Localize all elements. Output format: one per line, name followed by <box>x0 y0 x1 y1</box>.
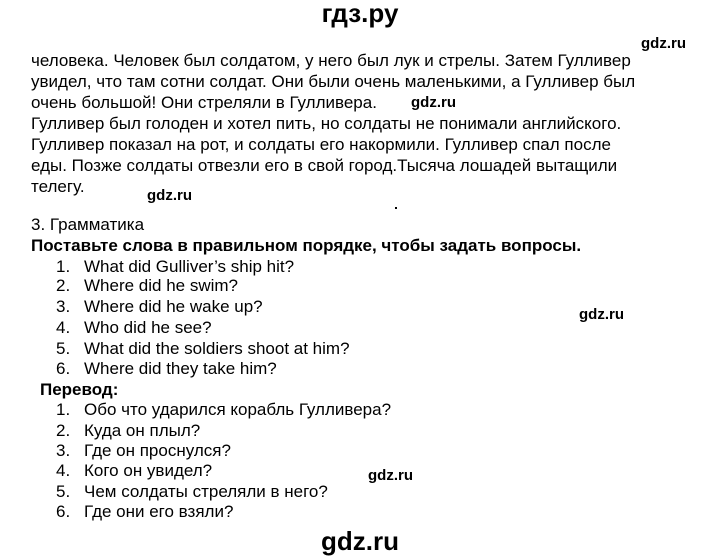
watermark: gdz.ru <box>147 187 192 204</box>
translation-number: 2. <box>56 421 71 440</box>
stray-dot <box>395 207 397 209</box>
translation-text: Куда он плыл? <box>84 421 201 440</box>
question-text: Where did they take him? <box>84 359 277 378</box>
story-line: человека. Человек был солдатом, у него был лук и стрелы. Затем Гулливер <box>31 51 631 70</box>
translation-text: Где они его взяли? <box>84 502 234 521</box>
translation-number: 3. <box>56 441 71 460</box>
story-line: телегу. <box>31 177 85 196</box>
story-line: Гулливер показал на рот, и солдаты его накормили. Гулливер спал после <box>31 135 611 154</box>
story-line: Гулливер был голоден и хотел пить, но солдаты не понимали английского. <box>31 114 622 133</box>
question-text: What did Gulliver’s ship hit? <box>84 257 295 276</box>
translation-number: 1. <box>56 400 71 419</box>
question-text: What did the soldiers shoot at him? <box>84 339 350 358</box>
site-header-title: гдз.ру <box>321 0 399 28</box>
site-footer-text: gdz.ru <box>321 526 399 556</box>
question-text: Where did he swim? <box>84 276 239 295</box>
translation-number: 6. <box>56 502 71 521</box>
story-line: очень большой! Они стреляли в Гулливера. <box>31 93 377 112</box>
translation-heading: Перевод: <box>40 380 119 399</box>
translation-number: 5. <box>56 482 71 501</box>
translation-text: Кого он увидел? <box>84 461 213 480</box>
question-number: 4. <box>56 318 71 337</box>
story-line: еды. Позже солдаты отвезли его в свой город.Тысяча лошадей вытащили <box>31 156 618 175</box>
watermark: gdz.ru <box>641 35 686 52</box>
watermark: gdz.ru <box>411 94 456 111</box>
translation-text: Обо что ударился корабль Гулливера? <box>84 400 392 419</box>
watermark: gdz.ru <box>579 306 624 323</box>
translation-number: 4. <box>56 461 71 480</box>
translation-text: Чем солдаты стреляли в него? <box>84 482 328 501</box>
question-number: 1. <box>56 257 71 276</box>
grammar-instruction: Поставьте слова в правильном порядке, чтобы задать вопросы. <box>31 236 582 255</box>
question-text: Where did he wake up? <box>84 297 263 316</box>
question-number: 2. <box>56 276 71 295</box>
story-line: увидел, что там сотни солдат. Они были очень маленькими, а Гулливер был <box>31 72 636 91</box>
question-number: 6. <box>56 359 71 378</box>
translation-text: Где он проснулся? <box>84 441 231 460</box>
grammar-heading: 3. Грамматика <box>31 215 145 234</box>
watermark: gdz.ru <box>368 467 413 484</box>
question-number: 5. <box>56 339 71 358</box>
question-text: Who did he see? <box>84 318 212 337</box>
question-number: 3. <box>56 297 71 316</box>
